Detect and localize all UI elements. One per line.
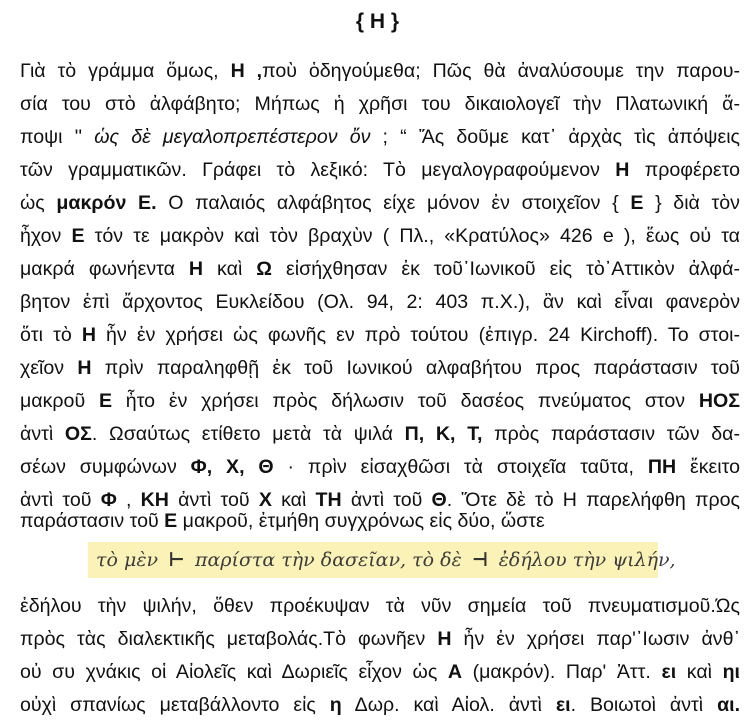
text-run: ; “ Ἄς δοῦμε κατ᾽ ἀρχὰς τὶς ἀπόψεις (370, 126, 740, 148)
heta-rough-icon: ⊢ (168, 549, 185, 571)
text-run: τῶν γραμματικῶν. Γράφει τὸ λεξικό: Τὸ μεγαλογραφούμενον (20, 159, 616, 181)
bold-letter: Φ (100, 489, 117, 511)
text-run: παράστασιν τοῦ (20, 510, 165, 532)
bold-letter: ει (555, 694, 571, 716)
bold-letter: ΟΣ (64, 423, 92, 445)
bold-letter: Ε (98, 390, 113, 412)
text-line (20, 223, 740, 249)
text-run: ἦν ἐν χρήσει ὡς φωνῆς εν πρὸ τούτου (ἐπιγρ. 24 Kirchoff). Το στοι- (95, 324, 741, 346)
heta-smooth-icon: ⊣ (471, 549, 489, 571)
text-run: . Ωσαύτως ετίθετο μετὰ τὰ ψιλά (91, 423, 405, 445)
bold-letter: Η (81, 324, 96, 346)
quote-text-run: παρίστα τὴν δασεῖαν, τὸ δὲ (195, 549, 462, 571)
text-run: ποψι '' (20, 126, 95, 148)
text-line (20, 508, 740, 534)
text-run: μακρά φωνήεντα (20, 258, 189, 280)
bold-letter: Ε (164, 510, 178, 532)
text-run: καὶ (203, 258, 257, 280)
text-run: ἀντὶ τοῦ (20, 489, 101, 511)
text-line (20, 421, 740, 447)
bold-letter: αι. (717, 694, 741, 716)
bold-letter: ΠΗ (647, 456, 677, 478)
text-run: καὶ (676, 661, 723, 683)
bold-letter: ηι (722, 661, 740, 683)
italic-quote: ὡς δὲ μεγαλοπρεπέστερον ὄν (94, 126, 371, 148)
text-run: . Βοιωτοὶ ἀντὶ (570, 694, 718, 716)
bold-letter: μακρόν Ε. (56, 192, 157, 214)
bold-letter: ΤΗ (315, 489, 342, 511)
text-line (20, 692, 740, 718)
text-run: μακροῦ, ἐτμήθη συγχρόνως εἰς δύο, ὥστε (177, 510, 545, 532)
text-line (20, 256, 740, 282)
text-run: ἀντὶ τοῦ (168, 489, 259, 511)
text-line (20, 289, 740, 315)
text-run: ποὺ ὁδηγούμεθα; Πῶς θὰ ἀναλύσουμε την παρου- (262, 60, 740, 82)
text-run: χεῖον (20, 357, 78, 379)
text-run: τόν τε μακρὸν καὶ τὸν βραχὺν ( Πλ., «Κρατύλος» 426 e ), ἕως οὐ τα (84, 225, 740, 247)
text-run: , (116, 489, 141, 511)
text-run: εἰσήχθησαν ἐκ τοῦ᾽Ιωνικοῦ εἰς τὸ᾽Αττικὸν ἀλφά- (272, 258, 740, 280)
text-run: Δωρ. καὶ Αἰολ. ἀντὶ (341, 694, 556, 716)
bold-letter: Η (188, 258, 204, 280)
text-run: ὅτι τὸ (20, 324, 82, 346)
text-run: ἔκειτο (676, 456, 740, 478)
quote-text-run: ἐδήλου τὴν ψιλήν, (498, 549, 676, 571)
page-title: { Η } (355, 10, 400, 33)
text-run: ἀντὶ (20, 423, 65, 445)
text-run: ἦτο ἐν χρήσει πρὸς δήλωσιν τοῦ δασέος πνεύματος στον (112, 390, 699, 412)
highlighted-quote (96, 546, 676, 574)
bold-letter: Π, Κ, Τ, (404, 423, 483, 445)
quote-text-run: τὸ μὲν (96, 549, 159, 571)
text-run: ἦν ἐν χρήσει παρ'᾽Ιωσιν ἀνθ᾽ (451, 628, 740, 650)
bold-letter: Θ (431, 489, 447, 511)
text-line (20, 454, 740, 480)
text-run: (μακρόν). Παρ' Ἀττ. (462, 661, 662, 683)
text-line (20, 322, 740, 348)
text-run: μακροῦ (20, 390, 99, 412)
text-run: ἦχον (20, 225, 72, 247)
text-run: } διὰ τὸν (643, 192, 740, 214)
text-run: · πρὶν εἰσαχθῶσι τὰ στοιχεῖα ταῦτα, (273, 456, 648, 478)
text-run: προφέρετο (629, 159, 740, 181)
text-run: πρὸς παράστασιν τῶν δα- (482, 423, 740, 445)
text-run: Γιὰ τὸ γράμμα ὅμως, (20, 60, 231, 82)
text-run: πρὸς τὰς διαλεκτικῆς μεταβολάς.Τὸ φωνῆεν (20, 628, 438, 650)
bold-letter: Η (437, 628, 452, 650)
text-run: οὐ συ χνάκις οἱ Αἰολεῖς καὶ Δωριεῖς εἶχον ὡς (20, 661, 448, 683)
text-line (20, 157, 740, 183)
text-run: καὶ (271, 489, 316, 511)
bold-letter: Φ, Χ, Θ (190, 456, 274, 478)
text-line (20, 124, 740, 150)
text-line (20, 626, 740, 652)
bold-letter: ει (661, 661, 677, 683)
text-run: . Ὅτε δὲ τὸ Η παρελήφθη προς (446, 489, 740, 511)
text-line (20, 593, 740, 619)
bold-letter: Ε (630, 192, 644, 214)
text-line (20, 91, 740, 117)
text-run: Ο παλαιός αλφάβητος είχε μόνον ἐν στοιχεῖον { (156, 192, 631, 214)
text-run: πρὶν παραληφθῇ ἐκ τοῦ Ιωνικού αλφαβήτου προς παράστασιν τοῦ (91, 357, 740, 379)
bold-letter: Ε (71, 225, 85, 247)
text-run: ἐδήλου τὴν ψιλήν, ὅθεν προέκυψαν τὰ νῦν σημεία τοῦ πνευματισμοῦ.Ώς (20, 595, 740, 617)
bold-letter: Ω (256, 258, 273, 280)
text-run: σέων συμφώνων (20, 456, 191, 478)
text-run: σία του στὸ ἀλφάβητο; Μήπως ἡ χρῆσι του δικαιολογεῖ τὴν Πλατωνική ἄ- (20, 93, 740, 115)
text-run: ὡς (20, 192, 57, 214)
bold-letter: η (329, 694, 342, 716)
bold-letter: Η (77, 357, 92, 379)
text-run: βητον ἐπὶ ἄρχοντος Ευκλείδου (Ολ. 94, 2: 403 π.Χ.), ἂν καὶ εἶναι φανερὸν (20, 291, 740, 313)
text-line (20, 388, 740, 414)
bold-letter: Χ (258, 489, 272, 511)
bold-letter: Η (615, 159, 630, 181)
bold-letter: Α (447, 661, 463, 683)
bold-letter: ΚΗ (140, 489, 169, 511)
bold-letter: ΗΟΣ (698, 390, 740, 412)
text-line (20, 190, 740, 216)
bold-letter: Η , (230, 60, 263, 82)
text-line (20, 659, 740, 685)
text-line (20, 58, 740, 84)
text-line (20, 355, 740, 381)
text-run: ἀντὶ τοῦ (341, 489, 432, 511)
text-run: οὐχὶ σπανίως μεταβάλλοντο εἰς (20, 694, 330, 716)
